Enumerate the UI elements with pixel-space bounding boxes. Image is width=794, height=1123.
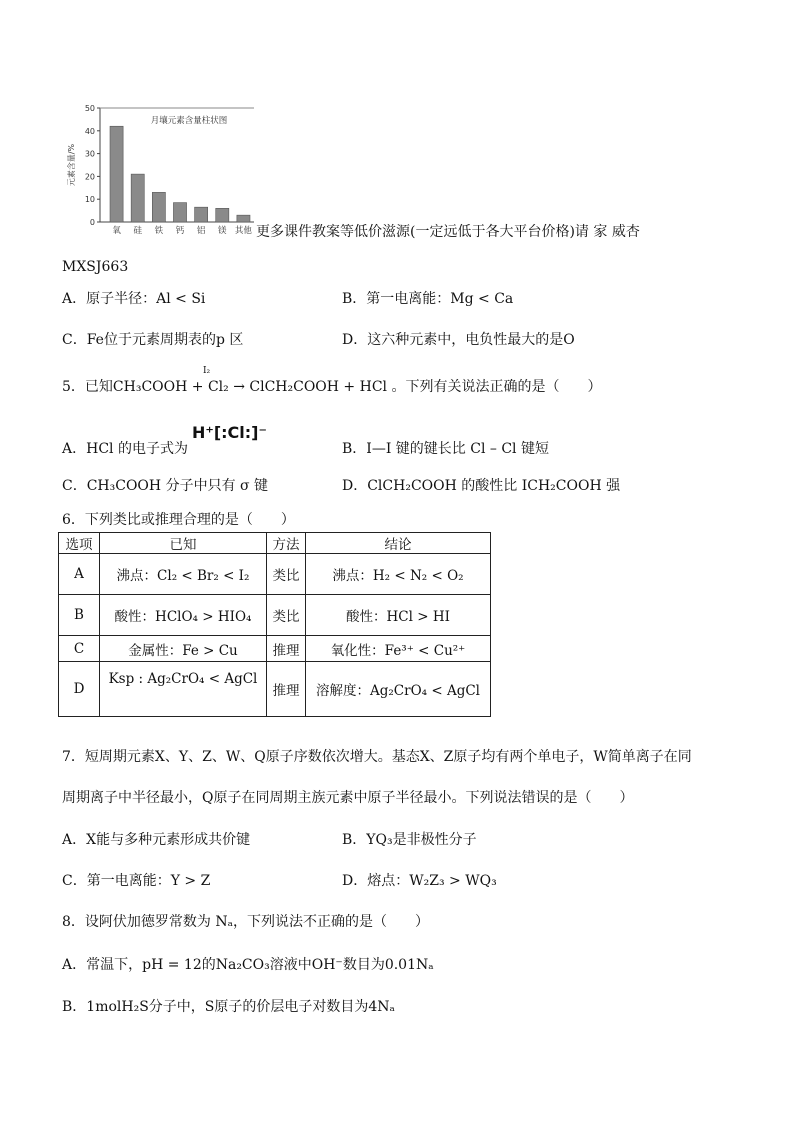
table-cell: 推理: [267, 662, 306, 717]
x-tick-label: 镁: [218, 226, 227, 236]
table-row: [59, 595, 491, 636]
q4-option-a: A．原子半径：Al < Si: [62, 291, 206, 307]
y-axis-title: 元素含量/%: [67, 143, 76, 187]
x-tick-label: 硅: [133, 226, 142, 236]
bar: [216, 208, 229, 222]
q5-stem: 5．已知CH₃COOH + Cl₂ → ClCH₂COOH + HCl 。下列有关说法正确的是（ ）: [62, 379, 602, 395]
y-tick-label: 40: [84, 126, 95, 136]
q5-option-b: B．I—I 键的键长比 Cl – Cl 键短: [342, 441, 549, 457]
table-cell: 氧化性：Fe³⁺ < Cu²⁺: [306, 636, 491, 662]
q6-table: [58, 532, 491, 717]
table-header-row: [59, 533, 491, 554]
x-tick-label: 铝: [196, 226, 206, 236]
table-header: 方法: [267, 533, 306, 554]
q7-option-b: B．YQ₃是非极性分子: [342, 832, 477, 848]
y-tick-label: 10: [84, 195, 95, 205]
q5-catalyst: I₂: [203, 366, 211, 376]
q8-stem: 8．设阿伏加德罗常数为 Nₐ，下列说法不正确的是（ ）: [62, 914, 430, 930]
q7-stem-line1: 7．短周期元素X、Y、Z、W、Q原子序数依次增大。基态X、Z原子均有两个单电子，W简单离子在同: [62, 749, 692, 765]
table-row: [59, 636, 491, 662]
y-tick-label: 50: [84, 104, 95, 113]
q4-option-b: B．第一电离能：Mg < Ca: [342, 291, 514, 307]
promo-id: MXSJ663: [62, 259, 129, 275]
table-cell: [100, 662, 267, 717]
y-tick-label: 30: [84, 149, 95, 159]
x-tick-label: 其他: [234, 226, 252, 236]
table-cell: 金属性：Fe > Cu: [100, 636, 267, 662]
bar: [237, 215, 250, 222]
q5-option-c: C．CH₃COOH 分子中只有 σ 键: [62, 478, 269, 494]
promo-text: 更多课件教案等低价滋源(一定远低于各大平台价格)请 家 威杏: [256, 224, 640, 240]
q7-option-a: A．X能与多种元素形成共价键: [62, 832, 251, 848]
table-cell: 沸点：Cl₂ < Br₂ < I₂: [100, 554, 267, 595]
table-cell: D: [59, 662, 100, 717]
q8-option-a: A．常温下，pH = 12的Na₂CO₃溶液中OH⁻数目为0.01Nₐ: [62, 957, 434, 973]
table-cell: B: [59, 595, 100, 636]
table-cell: 推理: [267, 636, 306, 662]
x-tick-label: 氧: [112, 226, 121, 236]
bar: [152, 192, 165, 222]
table-header: 已知: [100, 533, 267, 554]
table-cell: 酸性：HCl > HI: [306, 595, 491, 636]
hcl-electron-formula: H⁺[:Cl:]⁻: [192, 423, 267, 442]
x-tick-label: 钙: [175, 226, 185, 236]
bar: [173, 203, 186, 222]
q5-option-a: A．HCl 的电子式为: [62, 441, 188, 457]
q7-option-d: D．熔点：W₂Z₃ > WQ₃: [342, 873, 497, 889]
table-cell: 类比: [267, 554, 306, 595]
q4-option-d: D．这六种元素中，电负性最大的是O: [342, 332, 575, 348]
table-row: [59, 662, 491, 717]
x-tick-label: 铁: [154, 226, 164, 236]
q6-stem: 6．下列类比或推理合理的是（ ）: [62, 512, 295, 528]
q5-option-d: D．ClCH₂COOH 的酸性比 ICH₂COOH 强: [342, 478, 621, 494]
table-header: 结论: [306, 533, 491, 554]
chart-svg: [62, 100, 262, 240]
ksp-cell-text: Ksp : Ag₂CrO₄ < AgCl: [108, 671, 258, 687]
table-cell: 酸性：HClO₄ > HIO₄: [100, 595, 267, 636]
table-cell: C: [59, 636, 100, 662]
q8-option-b: B．1molH₂S分子中，S原子的价层电子对数目为4Nₐ: [62, 999, 395, 1015]
bar: [195, 207, 208, 222]
bar: [131, 174, 144, 222]
element-content-bar-chart: [62, 100, 262, 240]
q7-option-c: C．第一电离能：Y > Z: [62, 873, 211, 889]
table-row: [59, 554, 491, 595]
table-cell: A: [59, 554, 100, 595]
chart-title: 月壤元素含量柱状图: [150, 116, 228, 126]
q7-stem-line2: 周期离子中半径最小，Q原子在同周期主族元素中原子半径最小。下列说法错误的是（ ）: [62, 790, 634, 806]
y-tick-label: 20: [84, 172, 95, 182]
bar: [110, 126, 123, 222]
q4-option-c: C．Fe位于元素周期表的p 区: [62, 332, 244, 348]
table-cell: 溶解度：Ag₂CrO₄ < AgCl: [306, 662, 491, 717]
y-tick-label: 0: [89, 218, 95, 227]
table-cell: 沸点：H₂ < N₂ < O₂: [306, 554, 491, 595]
table-cell: 类比: [267, 595, 306, 636]
table-header: 选项: [59, 533, 100, 554]
